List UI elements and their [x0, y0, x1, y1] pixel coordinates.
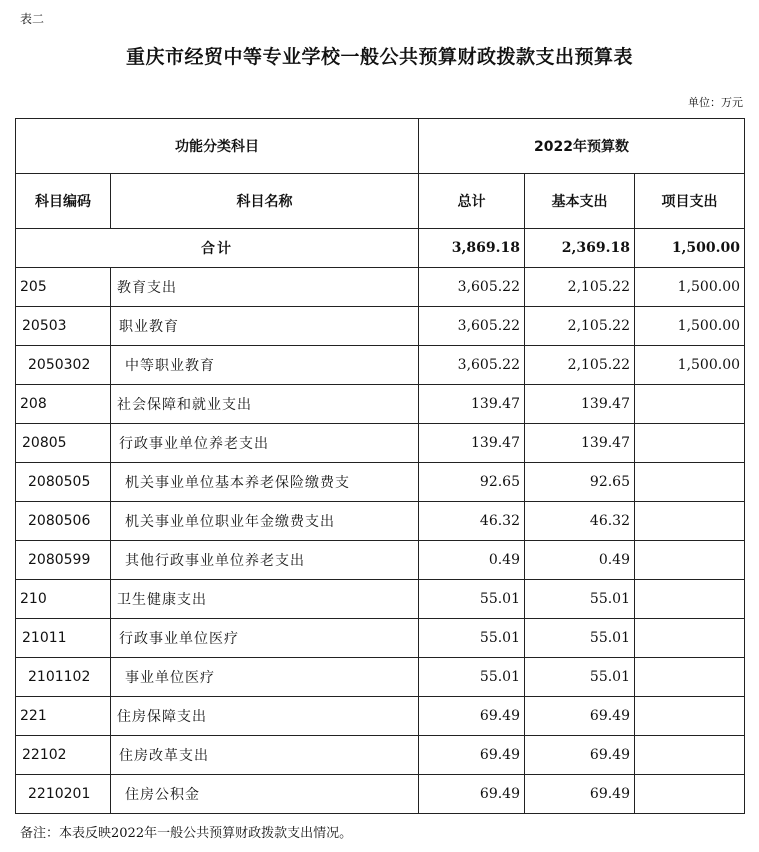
total-row	[16, 229, 745, 268]
table-row	[16, 580, 745, 619]
row-total: 3,605.22	[419, 307, 525, 346]
row-code: 2080506	[16, 502, 111, 541]
total-label: 合计	[16, 229, 419, 268]
row-total: 3,605.22	[419, 346, 525, 385]
header-budget-year: 2022年预算数	[419, 119, 745, 174]
row-code: 2080505	[16, 463, 111, 502]
budget-table	[15, 118, 745, 814]
header-total: 总计	[419, 174, 525, 229]
table-row	[16, 736, 745, 775]
total-project: 1,500.00	[635, 229, 745, 268]
row-basic: 69.49	[525, 775, 635, 814]
table-row	[16, 541, 745, 580]
header-row-columns	[16, 174, 745, 229]
row-basic: 55.01	[525, 619, 635, 658]
footnote: 备注：本表反映2022年一般公共预算财政拨款支出情况。	[20, 826, 353, 841]
row-basic: 69.49	[525, 736, 635, 775]
row-code: 205	[16, 268, 111, 307]
row-total: 139.47	[419, 385, 525, 424]
row-project	[635, 580, 745, 619]
header-code: 科目编码	[16, 174, 111, 229]
row-project	[635, 502, 745, 541]
row-basic: 92.65	[525, 463, 635, 502]
row-code: 221	[16, 697, 111, 736]
row-total: 139.47	[419, 424, 525, 463]
row-name: 行政事业单位养老支出	[111, 424, 419, 463]
row-code: 21011	[16, 619, 111, 658]
row-name: 职业教育	[111, 307, 419, 346]
row-project	[635, 775, 745, 814]
row-name: 住房公积金	[111, 775, 419, 814]
row-total: 69.49	[419, 736, 525, 775]
row-total: 69.49	[419, 697, 525, 736]
row-basic: 69.49	[525, 697, 635, 736]
unit-label: 单位：万元	[688, 96, 743, 109]
page-title: 重庆市经贸中等专业学校一般公共预算财政拨款支出预算表	[125, 46, 633, 68]
row-project	[635, 658, 745, 697]
row-name: 机关事业单位职业年金缴费支出	[111, 502, 419, 541]
row-name: 机关事业单位基本养老保险缴费支	[111, 463, 419, 502]
row-basic: 139.47	[525, 424, 635, 463]
row-total: 55.01	[419, 580, 525, 619]
row-name: 社会保障和就业支出	[111, 385, 419, 424]
row-name: 教育支出	[111, 268, 419, 307]
table-row	[16, 307, 745, 346]
row-basic: 2,105.22	[525, 268, 635, 307]
row-basic: 46.32	[525, 502, 635, 541]
row-project: 1,500.00	[635, 307, 745, 346]
row-basic: 2,105.22	[525, 307, 635, 346]
row-project	[635, 541, 745, 580]
row-project: 1,500.00	[635, 346, 745, 385]
row-code: 2101102	[16, 658, 111, 697]
table-row	[16, 658, 745, 697]
row-project	[635, 697, 745, 736]
row-code: 20503	[16, 307, 111, 346]
table-number-label: 表二	[20, 12, 45, 26]
table-row	[16, 502, 745, 541]
row-project	[635, 619, 745, 658]
row-project	[635, 463, 745, 502]
table-row	[16, 619, 745, 658]
total-total: 3,869.18	[419, 229, 525, 268]
row-total: 55.01	[419, 658, 525, 697]
row-name: 事业单位医疗	[111, 658, 419, 697]
row-basic: 55.01	[525, 658, 635, 697]
row-project	[635, 385, 745, 424]
row-total: 0.49	[419, 541, 525, 580]
row-total: 69.49	[419, 775, 525, 814]
row-basic: 0.49	[525, 541, 635, 580]
row-project	[635, 424, 745, 463]
table-row	[16, 424, 745, 463]
row-name: 其他行政事业单位养老支出	[111, 541, 419, 580]
table-row	[16, 268, 745, 307]
row-code: 210	[16, 580, 111, 619]
row-total: 3,605.22	[419, 268, 525, 307]
row-name: 卫生健康支出	[111, 580, 419, 619]
row-code: 2210201	[16, 775, 111, 814]
row-total: 46.32	[419, 502, 525, 541]
row-code: 208	[16, 385, 111, 424]
table-row	[16, 697, 745, 736]
row-basic: 2,105.22	[525, 346, 635, 385]
row-name: 中等职业教育	[111, 346, 419, 385]
header-function-classification: 功能分类科目	[16, 119, 419, 174]
row-project	[635, 736, 745, 775]
header-name: 科目名称	[111, 174, 419, 229]
header-project: 项目支出	[635, 174, 745, 229]
row-name: 住房保障支出	[111, 697, 419, 736]
total-basic: 2,369.18	[525, 229, 635, 268]
header-row-group	[16, 119, 745, 174]
row-code: 20805	[16, 424, 111, 463]
table-row	[16, 463, 745, 502]
table-row	[16, 775, 745, 814]
row-basic: 139.47	[525, 385, 635, 424]
row-project: 1,500.00	[635, 268, 745, 307]
row-code: 2050302	[16, 346, 111, 385]
header-basic: 基本支出	[525, 174, 635, 229]
row-basic: 55.01	[525, 580, 635, 619]
row-total: 55.01	[419, 619, 525, 658]
row-name: 行政事业单位医疗	[111, 619, 419, 658]
row-total: 92.65	[419, 463, 525, 502]
row-code: 2080599	[16, 541, 111, 580]
row-code: 22102	[16, 736, 111, 775]
table-row	[16, 385, 745, 424]
table-row	[16, 346, 745, 385]
row-name: 住房改革支出	[111, 736, 419, 775]
